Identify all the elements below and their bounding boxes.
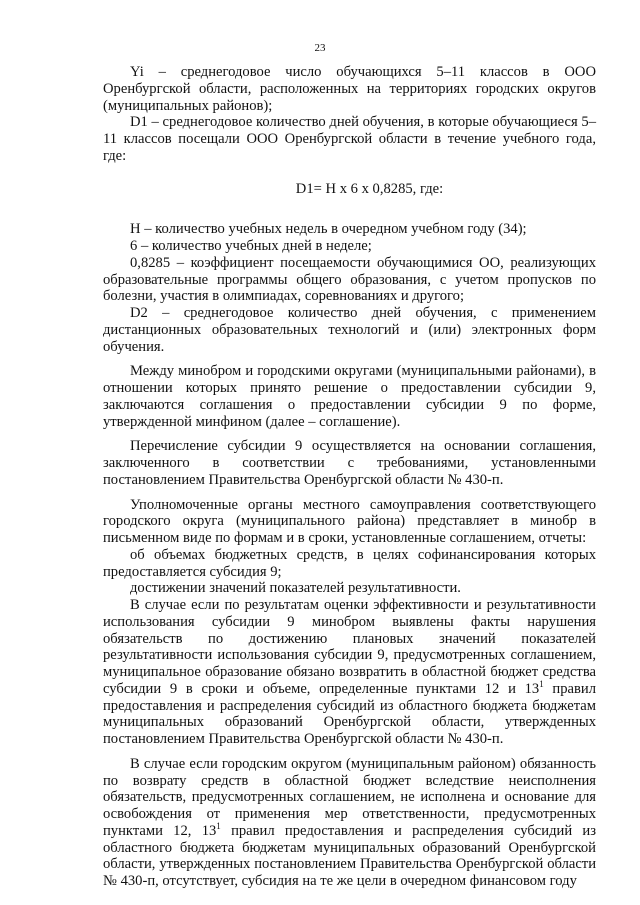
paragraph-refund-obligation <box>103 597 596 748</box>
paragraph-d1-definition: D1 – среднегодовое количество дней обучения, в которые обучающиеся 5–11 классов посещали ООО Оренбургской области в течение учебного года, где: <box>103 114 596 164</box>
paragraph-refund-text-2: правил предоставления и распределения субсидий из областного бюджета бюджетам муниципальных образований Оренбургской области, утвержденных постановлением Правительства Оренбургской области № 430-п. <box>103 680 596 747</box>
paragraph-reporting: Уполномоченные органы местного самоуправления соответствующего городского округа (муниципального района) представляет в минобр в письменном виде по формам и в сроки, установленные соглашением, отчеты: <box>103 496 596 546</box>
paragraph-refund-text-1: В случае если по результатам оценки эффективности и результативности использования субсидии 9 минобром выявлены факты нарушения обязательств по достижению плановых значений показателей результативности использования субсидии 9, предусмотренных соглашением, муниципальное образование обязано возвратить в областной бюджет средства субсидии 9 в сроки и объеме, определенные пунктами 12 и 13 <box>103 597 596 697</box>
formula-d1: D1= Н х 6 х 0,8285, где: <box>295 180 444 197</box>
page-number: 23 <box>314 42 326 54</box>
paragraph-days-per-week: 6 – количество учебных дней в неделе; <box>130 238 372 254</box>
paragraph-agreements: Между минобром и городскими округами (муниципальными районами), в отношении которых принято решение о предоставлении субсидии 9, заключаются соглашения о предоставлении субсидии 9 по форме, утвержденной минфином (далее – соглашение). <box>103 363 596 430</box>
paragraph-failure-text-2: правил предоставления и распределения субсидий из областного бюджета бюджетам муниципальных образований Оренбургской области, утвержденных постановлением Правительства Оренбургской области № 430-п, отсутствует, субсидия на те же цели в очередном финансовом году <box>103 822 596 889</box>
paragraph-report-budget: об объемах бюджетных средств, в целях софинансирования которых предоставляется субсидия 9; <box>103 546 596 580</box>
footnote-superscript: 1 <box>216 820 221 831</box>
paragraph-yi-definition: Yi – среднегодовое число обучающихся 5–11 классов в ООО Оренбургской области, расположенных на территориях городских округов (муниципальных районов); <box>103 64 596 114</box>
footnote-superscript: 1 <box>539 678 544 689</box>
paragraph-d2-definition: D2 – среднегодовое количество дней обучения, с применением дистанционных образовательных технологий и (или) электронных форм обучения. <box>103 305 596 355</box>
paragraph-h-definition: Н – количество учебных недель в очередном учебном году (34); <box>130 221 527 238</box>
paragraph-refund-failure <box>103 756 596 890</box>
paragraph-transfer: Перечисление субсидии 9 осуществляется на основании соглашения, заключенного в соответствии с требованиями, установленными постановлением Правительства Оренбургской области № 430-п. <box>103 438 596 488</box>
paragraph-attendance-coefficient: 0,8285 – коэффициент посещаемости обучающимися ОО, реализующих образовательные программы общего образования, с учетом пропусков по болезни, участия в олимпиадах, соревнованиях и другого; <box>103 254 596 305</box>
document-body <box>103 64 596 890</box>
paragraph-report-indicators: достижении значений показателей результативности. <box>130 580 461 597</box>
paragraph-failure-text-1: В случае если городским округом (муниципальным районом) обязанность по возврату средств в областной бюджет вследствие неисполнения обязательств, предусмотренных соглашением, не исполнена и основание для освобождения от применения мер ответственности, предусмотренных пунктами 12, 13 <box>103 755 596 839</box>
